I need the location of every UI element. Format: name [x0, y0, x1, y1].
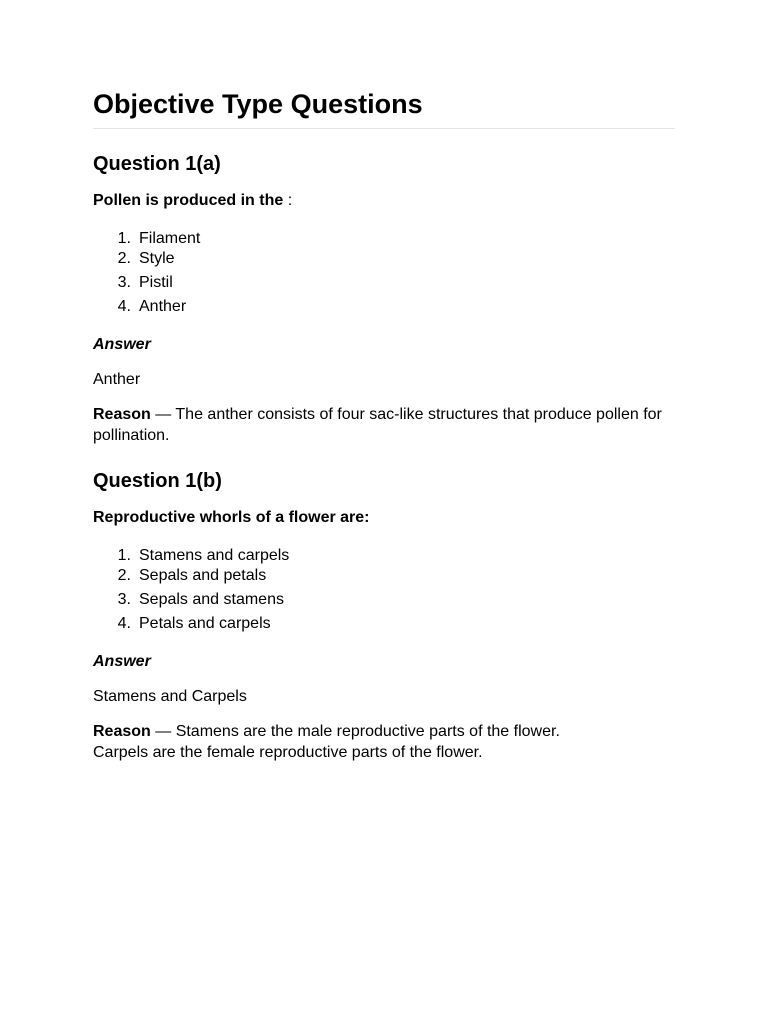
- question-prompt: [93, 191, 675, 211]
- option-text: Pistil: [139, 274, 173, 291]
- option-text: Sepals and petals: [139, 567, 267, 584]
- option-text: Style: [139, 250, 175, 267]
- option-number: 2.: [117, 250, 131, 267]
- option-item: [93, 273, 675, 293]
- option-number: 1.: [117, 547, 131, 564]
- question-heading: Question 1(a): [93, 153, 221, 175]
- reason-line: — The anther consists of four sac-like structures that produce pollen for pollination.: [93, 406, 662, 444]
- reason-text: [93, 721, 675, 763]
- document-content: [93, 86, 675, 763]
- option-text: Stamens and carpels: [139, 547, 290, 564]
- reason-text: [93, 404, 675, 446]
- option-item: [93, 590, 675, 610]
- question-prompt-rest: :: [283, 192, 293, 209]
- question-prompt-bold: Reproductive whorls of a flower are:: [93, 509, 370, 526]
- option-text: Anther: [139, 298, 187, 315]
- page-title: Objective Type Questions: [93, 86, 675, 129]
- option-number: 4.: [117, 298, 131, 315]
- options-list: [93, 229, 675, 317]
- answer-label: Answer: [93, 336, 151, 353]
- option-number: 1.: [117, 230, 131, 247]
- reason-label: Reason: [93, 723, 151, 740]
- question-heading: Question 1(b): [93, 470, 222, 492]
- option-item: [93, 614, 675, 634]
- option-number: 3.: [117, 274, 131, 291]
- options-list: [93, 546, 675, 634]
- option-item: [93, 249, 675, 269]
- option-number: 2.: [117, 567, 131, 584]
- option-text: Sepals and stamens: [139, 591, 284, 608]
- option-item: [93, 229, 675, 249]
- option-text: Filament: [139, 230, 201, 247]
- answer-label: Answer: [93, 653, 151, 670]
- answer-text: Anther: [93, 371, 141, 388]
- option-number: 4.: [117, 615, 131, 632]
- option-item: [93, 297, 675, 317]
- question-prompt-bold: Pollen is produced in the: [93, 192, 284, 209]
- reason-label: Reason: [93, 406, 151, 423]
- question-prompt: [93, 508, 675, 528]
- option-item: [93, 566, 675, 586]
- answer-text: Stamens and Carpels: [93, 688, 247, 705]
- question-1a: [93, 151, 675, 446]
- reason-line: Carpels are the female reproductive parts of the flower.: [93, 744, 483, 761]
- option-item: [93, 546, 675, 566]
- option-number: 3.: [117, 591, 131, 608]
- question-1b: [93, 468, 675, 763]
- option-text: Petals and carpels: [139, 615, 271, 632]
- reason-line: — Stamens are the male reproductive parts of the flower.: [150, 723, 560, 740]
